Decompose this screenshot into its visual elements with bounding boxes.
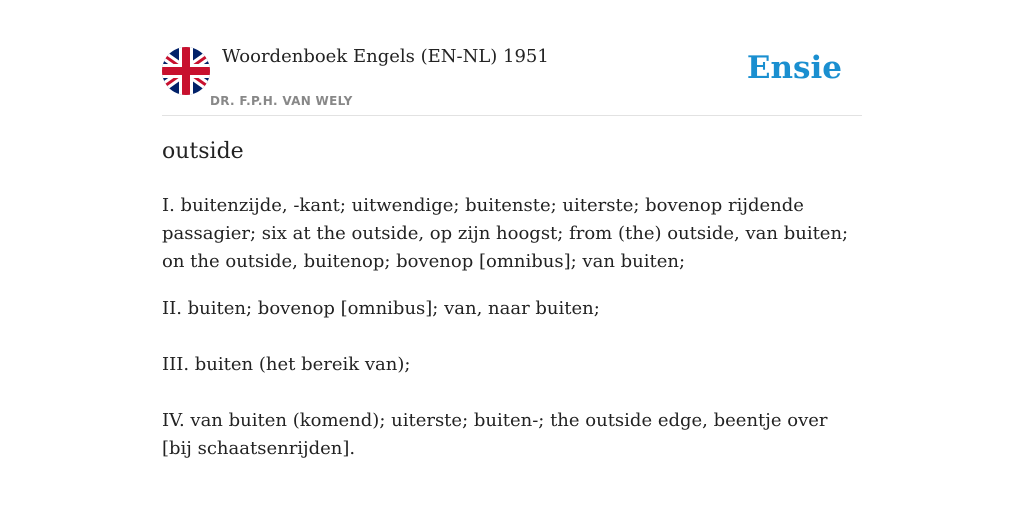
uk-flag-icon [162,47,210,95]
headword: outside [162,139,244,164]
definition-sense-4: IV. van buiten (komend); uiterste; buiten-; the outside edge, beentje over [bij schaatsenrijden]. [162,410,828,459]
dictionary-card [162,0,862,512]
dictionary-author: DR. F.P.H. VAN WELY [210,94,353,108]
definition-sense-2: II. buiten; bovenop [omnibus]; van, naar buiten; [162,298,600,319]
definition-sense-1: I. buitenzijde, -kant; uitwendige; buitenste; uiterste; bovenop rijdende passagier; six at the outside, op zijn hoogst; from (the) outside, van buiten; on the outside, buitenop; bovenop [omnibus]; van buiten; [162,195,849,272]
definition-list [162,192,862,463]
ensie-logo-link[interactable]: Ensie [746,50,842,86]
dictionary-title[interactable]: Woordenboek Engels (EN-NL) 1951 [222,46,549,67]
header-divider [162,115,862,116]
definition-sense-3: III. buiten (het bereik van); [162,354,411,375]
